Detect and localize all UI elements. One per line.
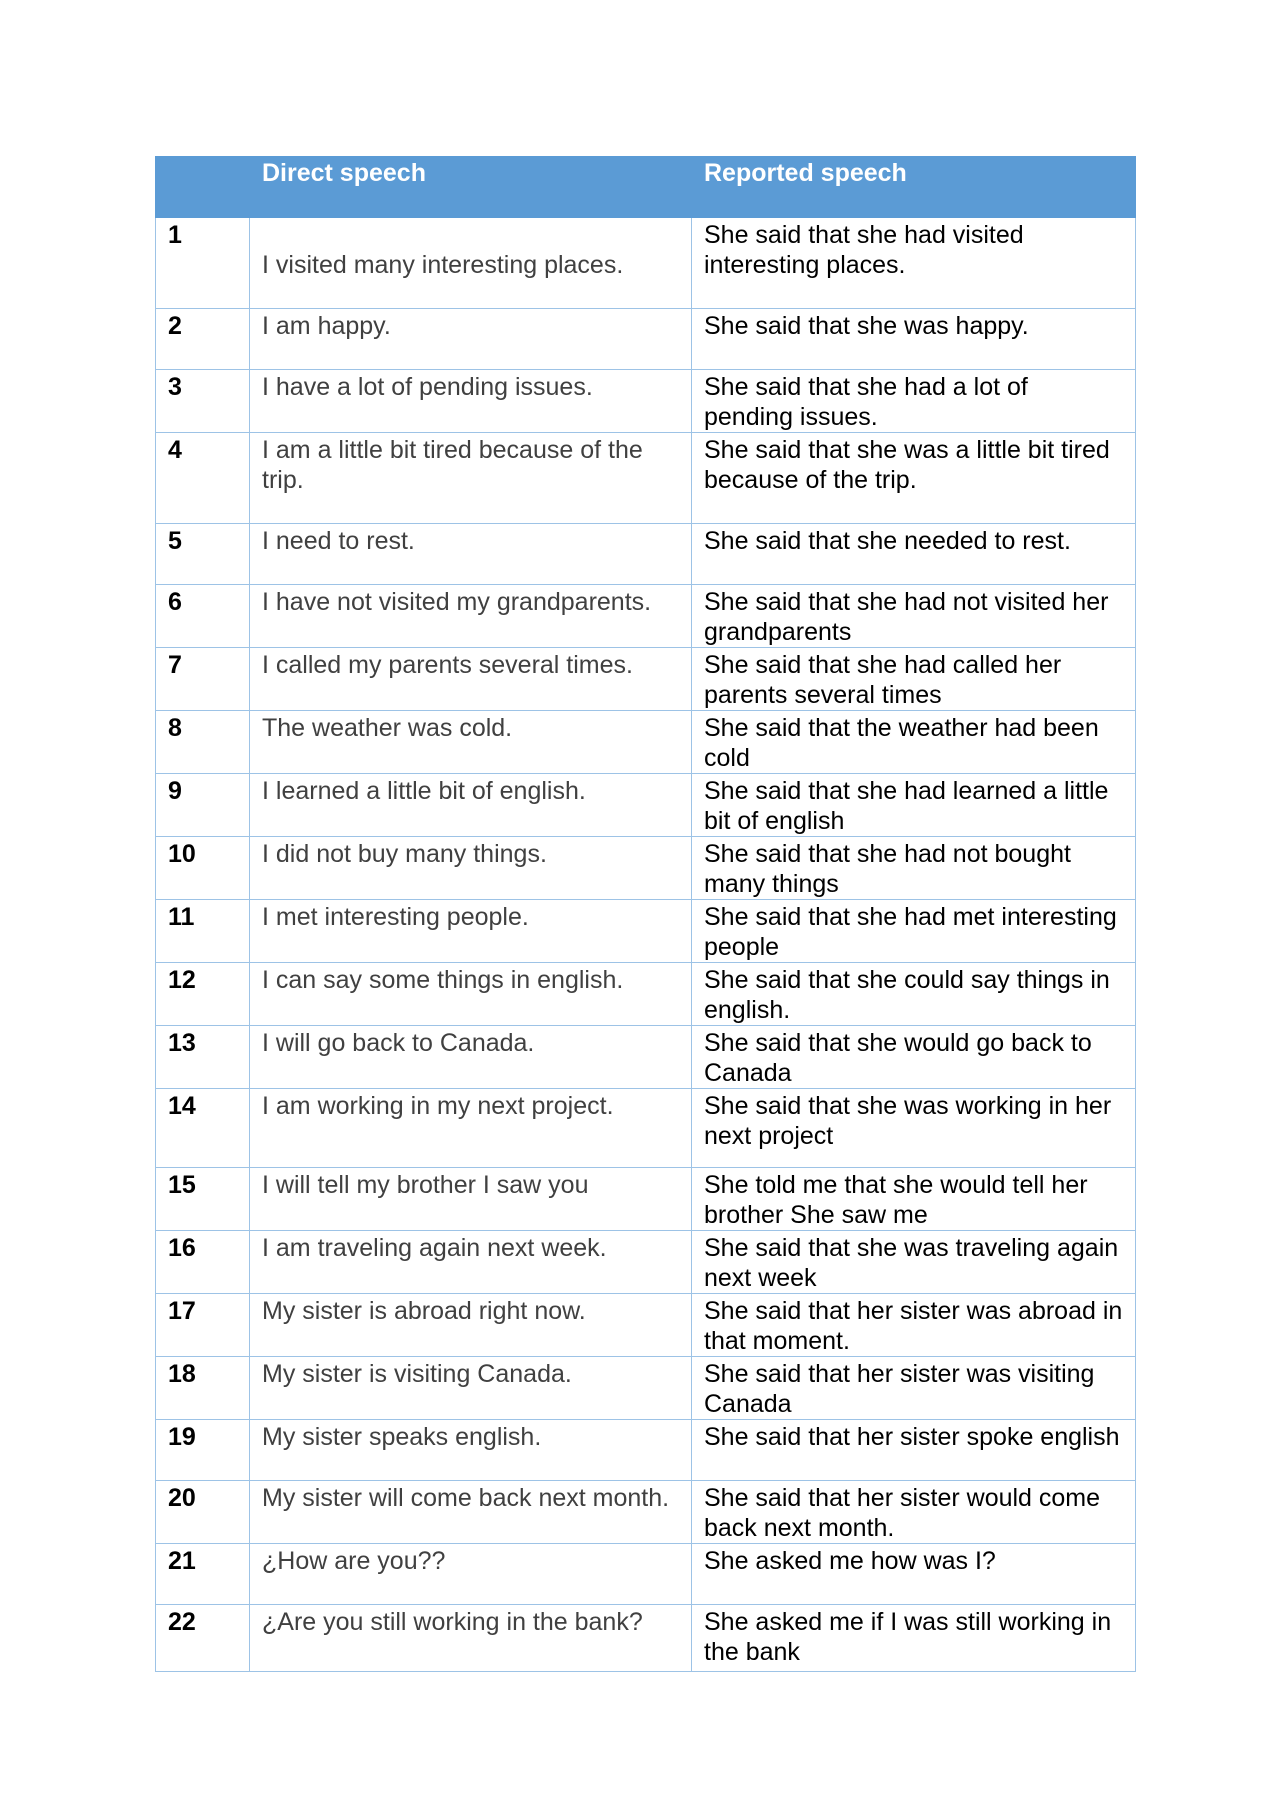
table-row	[156, 711, 1136, 774]
row-number: 20	[156, 1481, 250, 1544]
table-row	[156, 585, 1136, 648]
row-number: 2	[156, 309, 250, 370]
direct-speech-cell: I met interesting people.	[250, 900, 692, 963]
direct-speech-cell: ¿How are you??	[250, 1544, 692, 1605]
table-body	[156, 218, 1136, 1672]
reported-speech-cell: She said that her sister spoke english	[692, 1420, 1136, 1481]
reported-speech-cell: She said that she would go back to Canada	[692, 1026, 1136, 1089]
table-row	[156, 963, 1136, 1026]
row-number: 13	[156, 1026, 250, 1089]
reported-speech-cell: She said that the weather had been cold	[692, 711, 1136, 774]
row-number: 19	[156, 1420, 250, 1481]
direct-speech-cell: ¿Are you still working in the bank?	[250, 1605, 692, 1672]
reported-speech-cell: She said that her sister was abroad in that moment.	[692, 1294, 1136, 1357]
row-number: 21	[156, 1544, 250, 1605]
table-row	[156, 1231, 1136, 1294]
row-number: 11	[156, 900, 250, 963]
row-number: 9	[156, 774, 250, 837]
direct-speech-cell: I called my parents several times.	[250, 648, 692, 711]
table-row	[156, 1168, 1136, 1231]
direct-speech-cell: I need to rest.	[250, 524, 692, 585]
direct-speech-cell: The weather was cold.	[250, 711, 692, 774]
row-number: 6	[156, 585, 250, 648]
table-row	[156, 837, 1136, 900]
direct-speech-cell: I can say some things in english.	[250, 963, 692, 1026]
direct-speech-cell: I am happy.	[250, 309, 692, 370]
table-row	[156, 309, 1136, 370]
reported-speech-cell: She said that she was happy.	[692, 309, 1136, 370]
header-number	[156, 157, 250, 218]
header-row	[156, 157, 1136, 218]
row-number: 1	[156, 218, 250, 309]
row-number: 5	[156, 524, 250, 585]
row-number: 15	[156, 1168, 250, 1231]
row-number: 7	[156, 648, 250, 711]
row-number: 3	[156, 370, 250, 433]
reported-speech-cell: She said that her sister would come back next month.	[692, 1481, 1136, 1544]
reported-speech-cell: She said that she was traveling again next week	[692, 1231, 1136, 1294]
direct-speech-cell: My sister is visiting Canada.	[250, 1357, 692, 1420]
reported-speech-cell: She asked me how was I?	[692, 1544, 1136, 1605]
table-row	[156, 1605, 1136, 1672]
reported-speech-cell: She said that she needed to rest.	[692, 524, 1136, 585]
header-direct-speech: Direct speech	[250, 157, 692, 218]
row-number: 16	[156, 1231, 250, 1294]
row-number: 14	[156, 1089, 250, 1168]
table-row	[156, 1026, 1136, 1089]
table-row	[156, 1420, 1136, 1481]
direct-speech-cell: My sister speaks english.	[250, 1420, 692, 1481]
speech-table	[155, 156, 1136, 1672]
direct-speech-cell: I have a lot of pending issues.	[250, 370, 692, 433]
reported-speech-cell: She said that she had called her parents several times	[692, 648, 1136, 711]
reported-speech-cell: She said that she had learned a little bit of english	[692, 774, 1136, 837]
direct-speech-cell: I have not visited my grandparents.	[250, 585, 692, 648]
reported-speech-cell: She said that she had not visited her grandparents	[692, 585, 1136, 648]
direct-speech-cell: I am a little bit tired because of the trip.	[250, 433, 692, 524]
header-reported-speech: Reported speech	[692, 157, 1136, 218]
reported-speech-cell: She said that she was a little bit tired because of the trip.	[692, 433, 1136, 524]
table-row	[156, 1089, 1136, 1168]
reported-speech-cell: She asked me if I was still working in the bank	[692, 1605, 1136, 1672]
row-number: 12	[156, 963, 250, 1026]
reported-speech-cell: She said that she had not bought many things	[692, 837, 1136, 900]
table-row	[156, 370, 1136, 433]
table-row	[156, 218, 1136, 309]
table-header	[156, 157, 1136, 218]
reported-speech-cell: She told me that she would tell her brother She saw me	[692, 1168, 1136, 1231]
table-row	[156, 1294, 1136, 1357]
reported-speech-cell: She said that she had a lot of pending issues.	[692, 370, 1136, 433]
row-number: 4	[156, 433, 250, 524]
reported-speech-cell: She said that she was working in her next project	[692, 1089, 1136, 1168]
direct-speech-cell: I will go back to Canada.	[250, 1026, 692, 1089]
table-row	[156, 1357, 1136, 1420]
direct-speech-cell: My sister will come back next month.	[250, 1481, 692, 1544]
table-row	[156, 900, 1136, 963]
table-row	[156, 648, 1136, 711]
row-number: 22	[156, 1605, 250, 1672]
direct-speech-cell: I am working in my next project.	[250, 1089, 692, 1168]
reported-speech-cell: She said that her sister was visiting Canada	[692, 1357, 1136, 1420]
direct-speech-cell: I will tell my brother I saw you	[250, 1168, 692, 1231]
table-row	[156, 1544, 1136, 1605]
table-row	[156, 1481, 1136, 1544]
table-row	[156, 524, 1136, 585]
direct-speech-cell: I am traveling again next week.	[250, 1231, 692, 1294]
direct-speech-cell: My sister is abroad right now.	[250, 1294, 692, 1357]
reported-speech-cell: She said that she could say things in english.	[692, 963, 1136, 1026]
table-row	[156, 774, 1136, 837]
row-number: 17	[156, 1294, 250, 1357]
table-row	[156, 433, 1136, 524]
row-number: 18	[156, 1357, 250, 1420]
direct-speech-cell: I visited many interesting places.	[250, 218, 692, 309]
direct-speech-cell: I learned a little bit of english.	[250, 774, 692, 837]
direct-speech-cell: I did not buy many things.	[250, 837, 692, 900]
reported-speech-cell: She said that she had visited interesting places.	[692, 218, 1136, 309]
reported-speech-cell: She said that she had met interesting people	[692, 900, 1136, 963]
row-number: 10	[156, 837, 250, 900]
row-number: 8	[156, 711, 250, 774]
